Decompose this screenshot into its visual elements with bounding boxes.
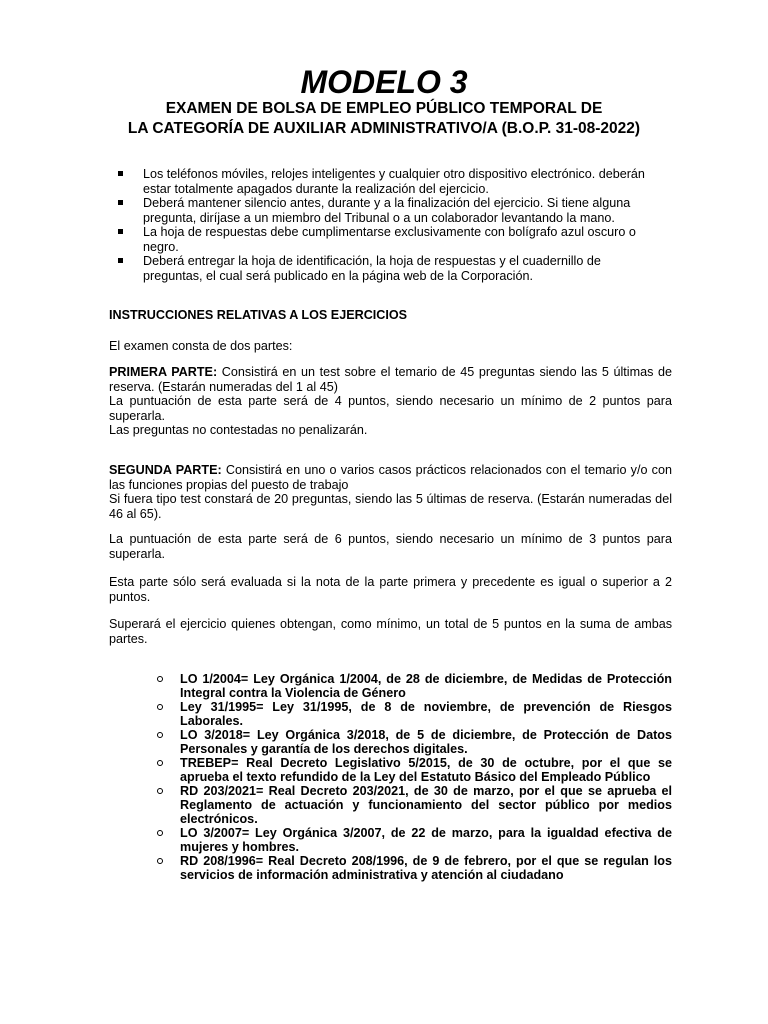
subtitle-line-1: EXAMEN DE BOLSA DE EMPLEO PÚBLICO TEMPORAL DE <box>165 100 603 117</box>
law-text: RD 203/2021= Real Decreto 203/2021, de 30 de marzo, por el que se aprueba el Reglamento de actuación y funcionamiento del sector público por medios electrónicos. <box>180 784 672 826</box>
law-item <box>154 756 672 784</box>
part-two-condition: Esta parte sólo será evaluada si la nota de la parte primera y precedente es igual o superior a 2 puntos. <box>109 575 672 604</box>
part-two-description <box>109 463 672 492</box>
square-bullet-icon <box>118 258 123 263</box>
rule-item <box>118 225 658 254</box>
rule-text: Deberá mantener silencio antes, durante y a la finalización del ejercicio. Si tiene alguna pregunta, diríjase a un miembro del Tribunal o a un colaborador levantando la mano. <box>143 196 631 225</box>
part-one-label: PRIMERA PARTE: <box>109 365 218 379</box>
law-item <box>154 700 672 728</box>
part-one-description <box>109 365 672 394</box>
part-two-section <box>109 463 672 521</box>
part-two-test-note: Si fuera tipo test constará de 20 preguntas, siendo las 5 últimas de reserva. (Estarán numeradas del 46 al 65). <box>109 492 672 521</box>
rule-text: Deberá entregar la hoja de identificación, la hoja de respuestas y el cuadernillo de preguntas, el cual será publicado en la página web de la Corporación. <box>143 254 601 283</box>
instructions-heading: INSTRUCCIONES RELATIVAS A LOS EJERCICIOS <box>109 308 408 322</box>
part-one-note: Las preguntas no contestadas no penalizarán. <box>109 423 368 437</box>
law-item <box>154 784 672 826</box>
law-text: LO 3/2018= Ley Orgánica 3/2018, de 5 de diciembre, de Protección de Datos Personales y garantía de los derechos digitales. <box>180 728 672 756</box>
part-two-label: SEGUNDA PARTE: <box>109 463 222 477</box>
circle-bullet-icon <box>157 760 163 766</box>
document-title: MODELO 3 <box>300 64 468 100</box>
laws-list <box>154 672 672 882</box>
exam-intro: El examen consta de dos partes: <box>109 339 293 353</box>
rules-list <box>118 167 658 283</box>
law-item <box>154 854 672 882</box>
rule-item <box>118 167 658 196</box>
subtitle-line-2: LA CATEGORÍA DE AUXILIAR ADMINISTRATIVO/A (B.O.P. 31-08-2022) <box>127 120 641 137</box>
rule-text: Los teléfonos móviles, relojes inteligentes y cualquier otro dispositivo electrónico. deberán estar totalmente apagados durante la realización del ejercicio. <box>143 167 645 196</box>
square-bullet-icon <box>118 229 123 234</box>
law-text: Ley 31/1995= Ley 31/1995, de 8 de noviembre, de prevención de Riesgos Laborales. <box>180 700 672 728</box>
law-text: LO 3/2007= Ley Orgánica 3/2007, de 22 de marzo, para la igualdad efectiva de mujeres y hombres. <box>180 826 672 854</box>
part-one-scoring: La puntuación de esta parte será de 4 puntos, siendo necesario un mínimo de 2 puntos para superarla. <box>109 394 672 423</box>
law-item <box>154 728 672 756</box>
square-bullet-icon <box>118 171 123 176</box>
rule-item <box>118 196 658 225</box>
part-one-text: Consistirá en un test sobre el temario de 45 preguntas siendo las 5 últimas de reserva. (Estarán numeradas del 1 al 45) <box>109 365 672 394</box>
part-two-scoring: La puntuación de esta parte será de 6 puntos, siendo necesario un mínimo de 3 puntos para superarla. <box>109 532 672 561</box>
rule-text: La hoja de respuestas debe cumplimentarse exclusivamente con bolígrafo azul oscuro o negro. <box>143 225 636 254</box>
rule-item <box>118 254 658 283</box>
circle-bullet-icon <box>157 704 163 710</box>
law-item <box>154 672 672 700</box>
law-text: TREBEP= Real Decreto Legislativo 5/2015, de 30 de octubre, por el que se aprueba el texto refundido de la Ley del Estatuto Básico del Empleado Público <box>180 756 672 784</box>
law-text: LO 1/2004= Ley Orgánica 1/2004, de 28 de diciembre, de Medidas de Protección Integral contra la Violencia de Género <box>180 672 672 700</box>
square-bullet-icon <box>118 200 123 205</box>
circle-bullet-icon <box>157 788 163 794</box>
part-one-section <box>109 365 672 438</box>
pass-rule: Superará el ejercicio quienes obtengan, como mínimo, un total de 5 puntos en la suma de ambas partes. <box>109 617 672 646</box>
circle-bullet-icon <box>157 676 163 682</box>
document-subtitle <box>0 99 768 139</box>
circle-bullet-icon <box>157 830 163 836</box>
circle-bullet-icon <box>157 858 163 864</box>
law-text: RD 208/1996= Real Decreto 208/1996, de 9 de febrero, por el que se regulan los servicios de información administrativa y atención al ciudadano <box>180 854 672 882</box>
law-item <box>154 826 672 854</box>
part-two-text: Consistirá en uno o varios casos prácticos relacionados con el temario y/o con las funciones propias del puesto de trabajo <box>109 463 672 492</box>
circle-bullet-icon <box>157 732 163 738</box>
